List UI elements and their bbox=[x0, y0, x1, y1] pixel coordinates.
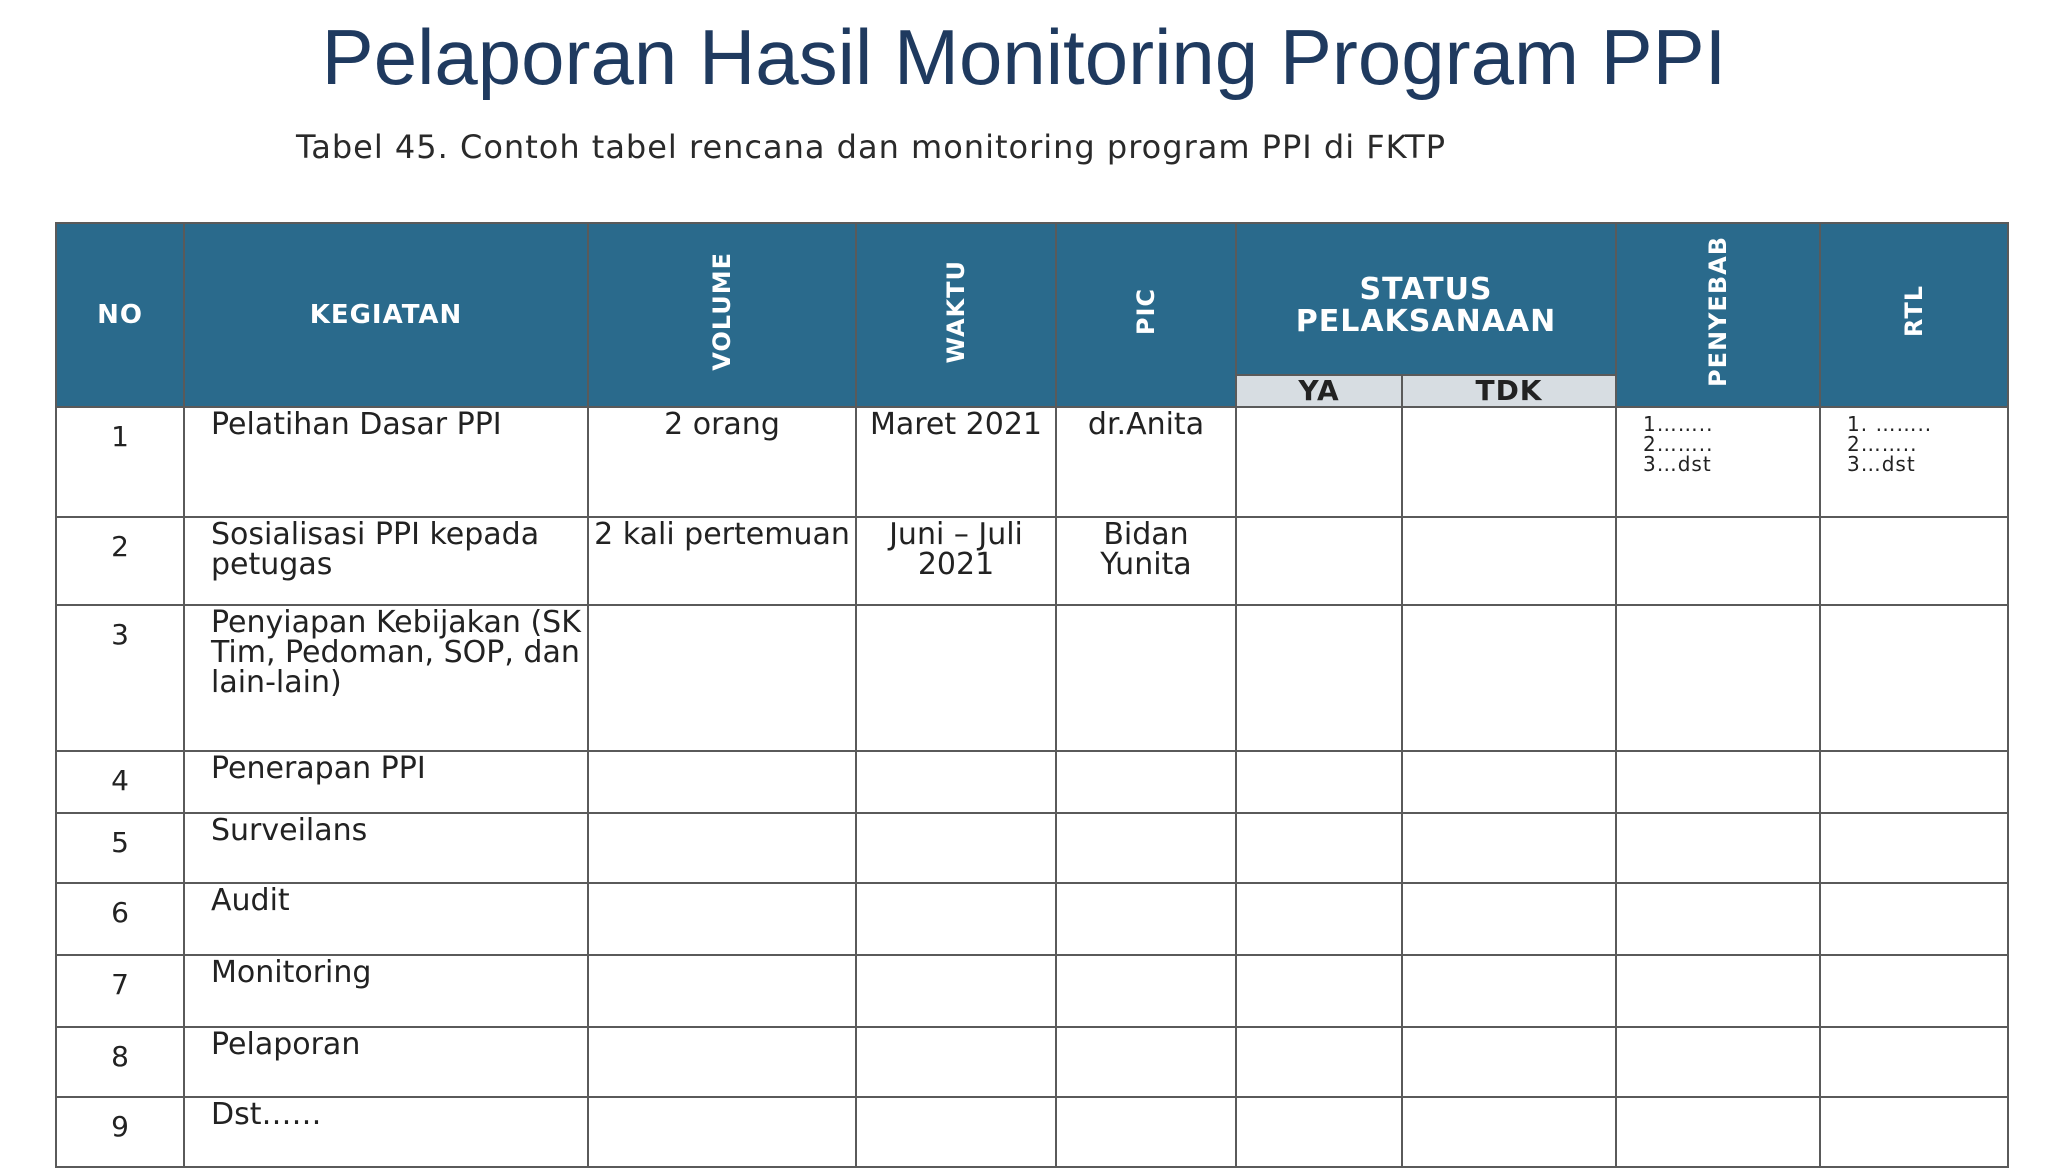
cell-pic bbox=[1056, 883, 1236, 955]
header-ya: YA bbox=[1236, 375, 1402, 407]
cell-penyebab bbox=[1616, 883, 1820, 955]
table-row bbox=[56, 813, 2008, 883]
cell-rtl bbox=[1820, 1027, 2008, 1097]
cell-rtl bbox=[1820, 813, 2008, 883]
cell-tdk bbox=[1402, 1027, 1616, 1097]
header-no: NO bbox=[56, 223, 184, 407]
cell-waktu bbox=[856, 605, 1056, 751]
rtl-line-2: 2…….. bbox=[1847, 432, 1918, 456]
cell-volume bbox=[588, 605, 856, 751]
table-row bbox=[56, 955, 2008, 1027]
cell-pic bbox=[1056, 605, 1236, 751]
cell-ya bbox=[1236, 605, 1402, 751]
table-row bbox=[56, 883, 2008, 955]
cell-pic bbox=[1056, 751, 1236, 813]
header-pic bbox=[1056, 223, 1236, 407]
cell-rtl bbox=[1820, 407, 2008, 517]
cell-kegiatan: Audit bbox=[184, 883, 588, 955]
header-waktu-label: WAKTU bbox=[942, 259, 970, 364]
rtl-line-1: 1. …….. bbox=[1847, 412, 1933, 436]
header-volume-label: VOLUME bbox=[708, 252, 736, 371]
header-rtl-label: RTL bbox=[1900, 285, 1928, 338]
cell-ya bbox=[1236, 1097, 1402, 1167]
cell-tdk bbox=[1402, 1097, 1616, 1167]
cell-ya bbox=[1236, 813, 1402, 883]
cell-penyebab bbox=[1616, 751, 1820, 813]
cell-kegiatan: Sosialisasi PPI kepada petugas bbox=[184, 517, 588, 605]
cell-waktu bbox=[856, 955, 1056, 1027]
header-status-line2: PELAKSANAAN bbox=[1295, 304, 1557, 339]
cell-kegiatan: Pelatihan Dasar PPI bbox=[184, 407, 588, 517]
cell-waktu bbox=[856, 1027, 1056, 1097]
cell-penyebab bbox=[1616, 955, 1820, 1027]
cell-kegiatan: Monitoring bbox=[184, 955, 588, 1027]
cell-ya bbox=[1236, 883, 1402, 955]
header-waktu bbox=[856, 223, 1056, 407]
header-kegiatan: KEGIATAN bbox=[184, 223, 588, 407]
cell-waktu bbox=[856, 751, 1056, 813]
header-status-line1: STATUS bbox=[1359, 272, 1493, 307]
cell-rtl bbox=[1820, 751, 2008, 813]
cell-pic bbox=[1056, 955, 1236, 1027]
cell-volume bbox=[588, 1027, 856, 1097]
cell-rtl bbox=[1820, 955, 2008, 1027]
cell-kegiatan: Pelaporan bbox=[184, 1027, 588, 1097]
table-row bbox=[56, 1027, 2008, 1097]
cell-rtl bbox=[1820, 517, 2008, 605]
cell-volume bbox=[588, 1097, 856, 1167]
cell-tdk bbox=[1402, 605, 1616, 751]
header-pic-label: PIC bbox=[1132, 287, 1160, 336]
cell-rtl bbox=[1820, 605, 2008, 751]
cell-no: 2 bbox=[56, 517, 184, 605]
cell-volume bbox=[588, 955, 856, 1027]
cell-waktu bbox=[856, 1097, 1056, 1167]
cell-volume bbox=[588, 883, 856, 955]
cell-ya bbox=[1236, 407, 1402, 517]
cell-waktu bbox=[856, 883, 1056, 955]
cell-no: 6 bbox=[56, 883, 184, 955]
cell-penyebab bbox=[1616, 1097, 1820, 1167]
penyebab-line-3: 3…dst bbox=[1643, 452, 1712, 476]
cell-penyebab bbox=[1616, 1027, 1820, 1097]
cell-no: 5 bbox=[56, 813, 184, 883]
cell-ya bbox=[1236, 1027, 1402, 1097]
cell-pic: dr.Anita bbox=[1056, 407, 1236, 517]
cell-ya bbox=[1236, 955, 1402, 1027]
slide-title: Pelaporan Hasil Monitoring Program PPI bbox=[321, 13, 1727, 101]
cell-volume bbox=[588, 751, 856, 813]
cell-kegiatan: Surveilans bbox=[184, 813, 588, 883]
cell-pic bbox=[1056, 813, 1236, 883]
cell-tdk bbox=[1402, 813, 1616, 883]
rtl-line-3: 3…dst bbox=[1847, 452, 1916, 476]
cell-kegiatan: Penerapan PPI bbox=[184, 751, 588, 813]
cell-penyebab bbox=[1616, 813, 1820, 883]
cell-tdk bbox=[1402, 751, 1616, 813]
cell-no: 8 bbox=[56, 1027, 184, 1097]
cell-no: 3 bbox=[56, 605, 184, 751]
table-row bbox=[56, 605, 2008, 751]
penyebab-line-2: 2…….. bbox=[1643, 432, 1714, 456]
cell-pic: Bidan Yunita bbox=[1056, 517, 1236, 605]
header-penyebab bbox=[1616, 223, 1820, 407]
monitoring-table bbox=[55, 222, 2009, 1168]
cell-ya bbox=[1236, 751, 1402, 813]
cell-no: 9 bbox=[56, 1097, 184, 1167]
cell-penyebab bbox=[1616, 517, 1820, 605]
cell-waktu: Juni – Juli 2021 bbox=[856, 517, 1056, 605]
cell-tdk bbox=[1402, 883, 1616, 955]
cell-no: 7 bbox=[56, 955, 184, 1027]
header-row bbox=[56, 223, 2008, 375]
cell-volume: 2 kali pertemuan bbox=[588, 517, 856, 605]
header-rtl bbox=[1820, 223, 2008, 407]
cell-no: 4 bbox=[56, 751, 184, 813]
table-row bbox=[56, 517, 2008, 605]
cell-tdk bbox=[1402, 407, 1616, 517]
cell-tdk bbox=[1402, 955, 1616, 1027]
cell-pic bbox=[1056, 1097, 1236, 1167]
cell-volume: 2 orang bbox=[588, 407, 856, 517]
penyebab-line-1: 1…….. bbox=[1643, 412, 1714, 436]
cell-penyebab bbox=[1616, 407, 1820, 517]
header-penyebab-label: PENYEBAB bbox=[1704, 235, 1732, 387]
cell-tdk bbox=[1402, 517, 1616, 605]
cell-volume bbox=[588, 813, 856, 883]
cell-pic bbox=[1056, 1027, 1236, 1097]
cell-penyebab bbox=[1616, 605, 1820, 751]
cell-rtl bbox=[1820, 1097, 2008, 1167]
table-row bbox=[56, 751, 2008, 813]
cell-kegiatan: Penyiapan Kebijakan (SK Tim, Pedoman, SOP, dan lain-lain) bbox=[184, 605, 588, 751]
cell-rtl bbox=[1820, 883, 2008, 955]
table-row bbox=[56, 1097, 2008, 1167]
header-tdk: TDK bbox=[1402, 375, 1616, 407]
cell-waktu: Maret 2021 bbox=[856, 407, 1056, 517]
table-row bbox=[56, 407, 2008, 517]
header-volume bbox=[588, 223, 856, 407]
table-caption: Tabel 45. Contoh tabel rencana dan monitoring program PPI di FKTP bbox=[296, 128, 1446, 166]
cell-no: 1 bbox=[56, 407, 184, 517]
header-status bbox=[1236, 223, 1616, 375]
cell-ya bbox=[1236, 517, 1402, 605]
cell-waktu bbox=[856, 813, 1056, 883]
cell-kegiatan: Dst…… bbox=[184, 1097, 588, 1167]
